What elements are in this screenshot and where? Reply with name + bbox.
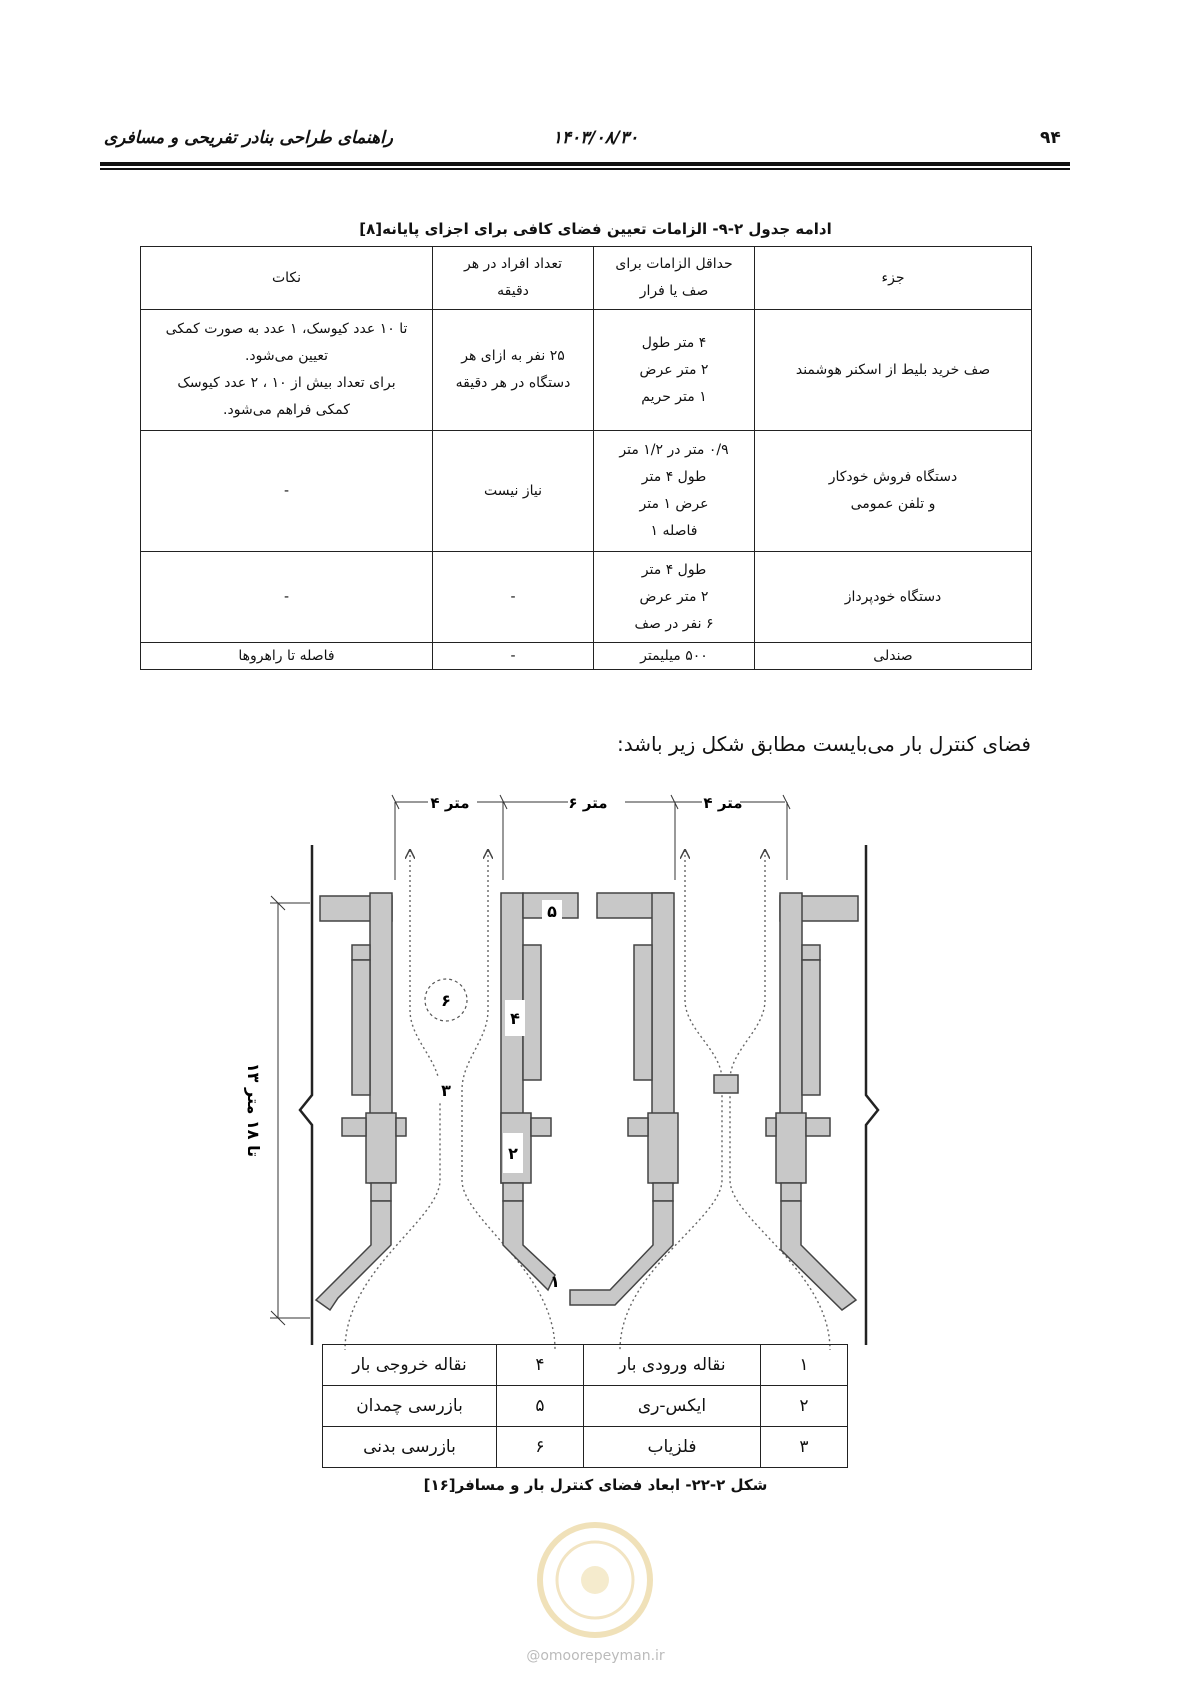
cell-line: فاصله ۱ <box>650 523 698 539</box>
cell-line: دستگاه در هر دقیقه <box>455 375 571 391</box>
cell-persons <box>433 431 594 552</box>
cell-line: تعیین می‌شود. <box>244 348 329 364</box>
dim-label-middle: ۶ متر <box>568 794 608 812</box>
cell-line: - <box>283 482 290 499</box>
document-title: راهنمای طراحی بنادر تفریحی و مسافری <box>103 128 393 148</box>
cell-line: و تلفن عمومی <box>850 496 936 512</box>
cell-line: ۴ متر طول <box>641 334 707 351</box>
legend-table <box>322 1344 848 1468</box>
cell-line: طول ۴ متر <box>641 561 707 578</box>
table-row <box>141 552 1032 643</box>
cell-min-req <box>594 310 755 431</box>
table-row <box>141 431 1032 552</box>
cell-line: - <box>510 588 516 605</box>
cell-component <box>755 643 1032 670</box>
legend-label: بازرسی چمدان <box>323 1386 497 1427</box>
legend-number: ۴ <box>497 1345 584 1386</box>
cell-line: نیاز نیست <box>484 482 542 499</box>
marker-6: ۶ <box>441 991 451 1010</box>
figure-caption: شکل ۲-۲۲- ابعاد فضای کنترل بار و مسافر[۱۶] <box>423 1476 768 1494</box>
marker-3: ۳ <box>441 1081 451 1100</box>
cell-line: - <box>283 588 290 605</box>
marker-2: ۲ <box>508 1144 518 1163</box>
cell-line: - <box>510 648 516 664</box>
table-row <box>141 310 1032 431</box>
header-persons <box>433 247 594 310</box>
cell-component <box>755 310 1032 431</box>
legend-label: فلزیاب <box>584 1427 761 1468</box>
cell-line: صف خرید بلیط از اسکنر هوشمند <box>795 361 991 378</box>
legend-row <box>323 1345 848 1386</box>
legend-label: نقاله خروجی بار <box>323 1345 497 1386</box>
marker-5: ۵ <box>547 902 557 921</box>
table-caption: ادامه جدول ۲-۹- الزامات تعیین فضای کافی برای اجزای پایانه[۸] <box>359 220 832 238</box>
watermark-logo <box>515 1520 675 1640</box>
legend-number: ۳ <box>761 1427 848 1468</box>
cell-component <box>755 552 1032 643</box>
dim-label-left: ۴ متر <box>430 794 470 812</box>
cell-line: طول ۴ متر <box>641 469 707 485</box>
cell-line: دستگاه فروش خودکار <box>828 469 958 485</box>
header-min-req <box>594 247 755 310</box>
equipment <box>316 893 858 1310</box>
cell-notes <box>141 643 433 670</box>
cell-line: دستگاه خودپرداز <box>844 588 942 605</box>
cell-line: صندلی <box>873 648 913 664</box>
cell-notes <box>141 431 433 552</box>
cell-persons <box>433 552 594 643</box>
legend-row <box>323 1427 848 1468</box>
cell-min-req <box>594 431 755 552</box>
header-persons-line: تعداد افراد در هر <box>463 256 562 272</box>
page-number: ۹۴ <box>1040 128 1061 148</box>
watermark-text: @omoorepeyman.ir <box>526 1648 665 1664</box>
cell-line: برای تعداد بیش از ۱۰ ، ۲ عدد کیوسک <box>177 375 396 391</box>
cell-line: ۱ متر حریم <box>641 388 707 405</box>
header-min-req-line: صف یا فرار <box>639 283 709 299</box>
dim-label-right: ۴ متر <box>703 794 743 812</box>
marker-1: ۱ <box>550 1272 560 1291</box>
cell-line: ۵۰۰ میلیمتر <box>640 648 708 664</box>
cell-line: عرض ۱ متر <box>639 496 709 512</box>
header-persons-line: دقیقه <box>497 283 529 299</box>
header-rule-thin <box>100 168 1070 170</box>
cell-line: ۲ متر عرض <box>639 588 709 605</box>
document-date: ۱۴۰۳/۰۸/۳۰ <box>552 128 639 148</box>
cell-line: ۰/۹ متر در ۱/۲ متر <box>619 442 729 458</box>
cell-line: کمکی فراهم می‌شود. <box>223 402 350 418</box>
legend-number: ۲ <box>761 1386 848 1427</box>
marker-4: ۴ <box>510 1009 520 1028</box>
dim-label-vertical: ۱۳ تا ۱۸ متر <box>244 1062 263 1158</box>
passenger-paths <box>345 850 830 1350</box>
cell-min-req <box>594 643 755 670</box>
header-component: جزء <box>755 247 1032 310</box>
cell-persons <box>433 643 594 670</box>
cell-line: ۲۵ نفر به ازای هر <box>461 348 565 364</box>
baggage-control-diagram <box>0 760 1191 1360</box>
cell-line: فاصله تا راهروها <box>238 648 335 664</box>
cell-component <box>755 431 1032 552</box>
legend-label: بازرسی بدنی <box>323 1427 497 1468</box>
cell-persons <box>433 310 594 431</box>
cell-notes <box>141 552 433 643</box>
requirements-table <box>140 246 1032 670</box>
legend-row <box>323 1386 848 1427</box>
body-paragraph: فضای کنترل بار می‌بایست مطابق شکل زیر باشد: <box>616 732 1031 756</box>
legend-label: نقاله ورودی بار <box>584 1345 761 1386</box>
legend-number: ۵ <box>497 1386 584 1427</box>
legend-number: ۶ <box>497 1427 584 1468</box>
cell-notes <box>141 310 433 431</box>
cell-line: تا ۱۰ عدد کیوسک، ۱ عدد به صورت کمکی <box>165 321 408 337</box>
table-row <box>141 643 1032 670</box>
cell-line: ۲ متر عرض <box>639 361 709 378</box>
cell-line: ۶ نفر در صف <box>634 615 714 632</box>
header-rule-thick <box>100 162 1070 166</box>
diagram-markers <box>436 900 562 1291</box>
cell-min-req <box>594 552 755 643</box>
table-header-row <box>141 247 1032 310</box>
legend-label: ایکس-ری <box>584 1386 761 1427</box>
legend-number: ۱ <box>761 1345 848 1386</box>
header-notes: نکات <box>141 247 433 310</box>
header-min-req-line: حداقل الزامات برای <box>615 256 733 272</box>
